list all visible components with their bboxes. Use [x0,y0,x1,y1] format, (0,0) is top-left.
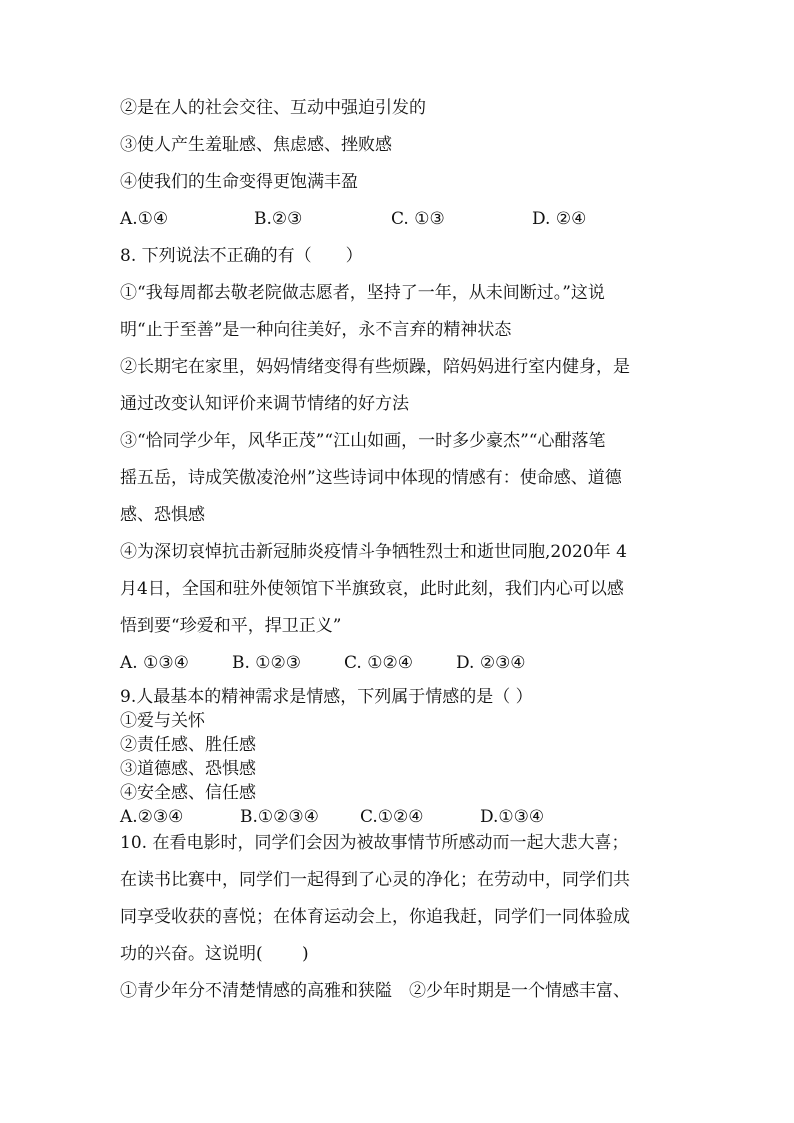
q8-options [120,652,680,674]
q9-option-b: B.①②③④ [240,807,319,827]
q8-line-1: ①“我每周都去敬老院做志愿者，坚持了一年，从未间断过。”这说 [120,283,605,303]
q10-line-3: 同享受收获的喜悦；在体育运动会上，你追我赶，同学们一同体验成 [120,907,630,927]
q8-line-10: 悟到要“珍爱和平，捍卫正义” [120,616,342,636]
q7-item-4: ④使我们的生命变得更饱满丰盈 [120,172,358,192]
q7-option-b: B.②③ [254,209,303,229]
q8-option-a: A. ①③④ [120,653,189,673]
q9-option-a: A.②③④ [120,807,184,827]
q7-option-d: D. ②④ [532,209,587,229]
q7-option-a: A.①④ [120,209,169,229]
q8-line-2: 明“止于至善”是一种向往美好，永不言弃的精神状态 [120,320,512,340]
q8-line-8: ④为深切哀悼抗击新冠肺炎疫情斗争牺牲烈士和逝世同胞,2020年 4 [120,542,627,562]
q7-item-2: ②是在人的社会交往、互动中强迫引发的 [120,98,426,118]
q8-option-c: C. ①②④ [344,653,413,673]
q9-item-4: ④安全感、信任感 [120,783,256,803]
q8-line-4: 通过改变认知评价来调节情绪的好方法 [120,394,409,414]
q9-stem: 9.人最基本的精神需求是情感，下列属于情感的是（ ） [120,687,533,707]
q7-option-c: C. ①③ [391,209,445,229]
q10-line-1: 10. 在看电影时，同学们会因为被故事情节所感动而一起大悲大喜； [120,833,629,853]
q8-line-7: 感、恐惧感 [120,505,205,525]
q9-option-c: C.①②④ [360,807,424,827]
q10-line-5: ①青少年分不清楚情感的高雅和狭隘 ②少年时期是一个情感丰富、 [120,981,630,1001]
q9-item-2: ②责任感、胜任感 [120,735,256,755]
q10-line-2: 在读书比赛中，同学们一起得到了心灵的净化；在劳动中，同学们共 [120,870,630,890]
q10-line-4: 功的兴奋。这说明( ) [120,944,309,964]
q9-options [120,806,680,828]
q7-options [120,208,680,230]
q8-line-6: 摇五岳，诗成笑傲凌沧州”这些诗词中体现的情感有：使命感、道德 [120,468,622,488]
q8-stem: 8. 下列说法不正确的有（ ） [120,246,363,266]
q8-line-5: ③“恰同学少年，风华正茂”“江山如画，一时多少豪杰”“心酣落笔 [120,431,606,451]
q8-option-b: B. ①②③ [232,653,302,673]
q7-item-3: ③使人产生羞耻感、焦虑感、挫败感 [120,135,392,155]
q9-option-d: D.①③④ [480,807,545,827]
q8-option-d: D. ②③④ [456,653,526,673]
q8-line-9: 月4日，全国和驻外使领馆下半旗致哀，此时此刻，我们内心可以感 [120,579,624,599]
q9-item-1: ①爱与关怀 [120,711,205,731]
q8-line-3: ②长期宅在家里，妈妈情绪变得有些烦躁，陪妈妈进行室内健身，是 [120,357,630,377]
q9-item-3: ③道德感、恐惧感 [120,759,256,779]
